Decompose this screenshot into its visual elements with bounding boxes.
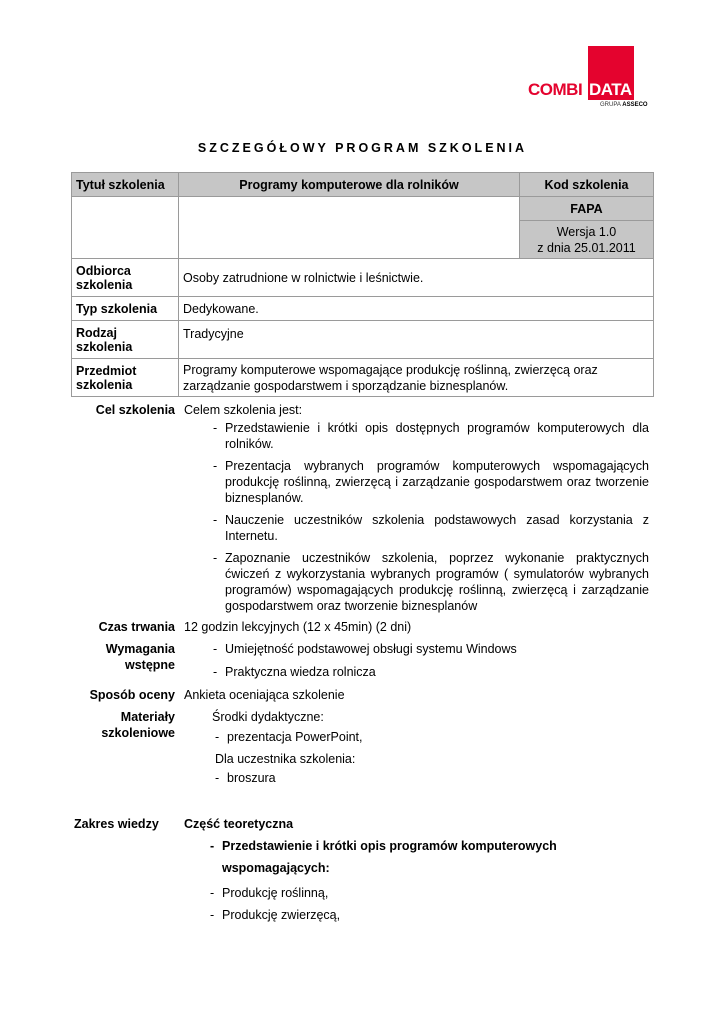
zakres-label: Zakres wiedzy xyxy=(74,817,159,831)
combidata-logo xyxy=(528,46,648,120)
header-col1: Tytuł szkolenia xyxy=(72,173,179,197)
cel-label: Cel szkolenia xyxy=(95,403,175,417)
dash-icon: - xyxy=(210,886,215,900)
row-label: Rodzaj szkolenia xyxy=(72,321,179,359)
cel-intro: Celem szkolenia jest: xyxy=(184,403,303,417)
row-value: Tradycyjne xyxy=(179,321,654,359)
czas-value: 12 godzin lekcyjnych (12 x 45min) (2 dni) xyxy=(184,620,412,634)
header-table xyxy=(71,172,654,397)
dash-icon: - xyxy=(213,421,218,435)
logo-group-name: ASSECO xyxy=(622,102,648,108)
dash-icon: - xyxy=(215,730,220,744)
row-value: Programy komputerowe wspomagające produkcję roślinną, zwierzęcą oraz zarządzanie gospodarstwem i sporządzanie biznesplanów. xyxy=(179,359,654,397)
row-value: Dedykowane. xyxy=(179,297,654,321)
materialy-group1-title: Środki dydaktyczne: xyxy=(212,710,324,724)
training-code: FAPA xyxy=(520,197,654,221)
row-label: Odbiorca szkolenia xyxy=(72,259,179,297)
logo-text-combi: COMBI xyxy=(528,80,583,99)
logo-text-data: DATA xyxy=(588,80,634,100)
ocena-value: Ankieta oceniająca szkolenie xyxy=(184,688,345,702)
ocena-label: Sposób oceny xyxy=(89,688,175,702)
dash-icon: - xyxy=(213,642,218,656)
materialy-label: Materiały szkoleniowe xyxy=(101,710,175,740)
header-col2: Programy komputerowe dla rolników xyxy=(179,173,520,197)
dash-icon: - xyxy=(215,771,220,785)
materialy-group2-title: Dla uczestnika szkolenia: xyxy=(215,752,356,766)
dash-icon: - xyxy=(210,908,215,922)
wymagania-label: Wymagania wstępne xyxy=(105,642,175,672)
dash-icon: - xyxy=(213,513,218,527)
row-label: Przedmiot szkolenia xyxy=(72,359,179,397)
row-value: Osoby zatrudnione w rolnictwie i leśnictwie. xyxy=(179,259,654,297)
empty-cell xyxy=(72,197,179,259)
header-col3: Kod szkolenia xyxy=(520,173,654,197)
logo-group-prefix: GRUPA xyxy=(600,102,621,108)
dash-icon: - xyxy=(213,551,218,565)
dash-icon: - xyxy=(213,665,218,679)
document-title: SZCZEGÓŁOWY PROGRAM SZKOLENIA xyxy=(197,141,528,155)
logo-subtitle xyxy=(600,102,648,108)
version-date: z dnia 25.01.2011 xyxy=(537,240,636,255)
version-cell xyxy=(520,221,654,259)
empty-cell xyxy=(179,197,520,259)
czas-label: Czas trwania xyxy=(98,620,175,634)
dash-icon: - xyxy=(213,459,218,473)
dash-icon: - xyxy=(210,839,215,853)
row-label: Typ szkolenia xyxy=(72,297,179,321)
version-label: Wersja 1.0 xyxy=(556,224,617,239)
zakres-part-title: Część teoretyczna xyxy=(184,817,294,831)
